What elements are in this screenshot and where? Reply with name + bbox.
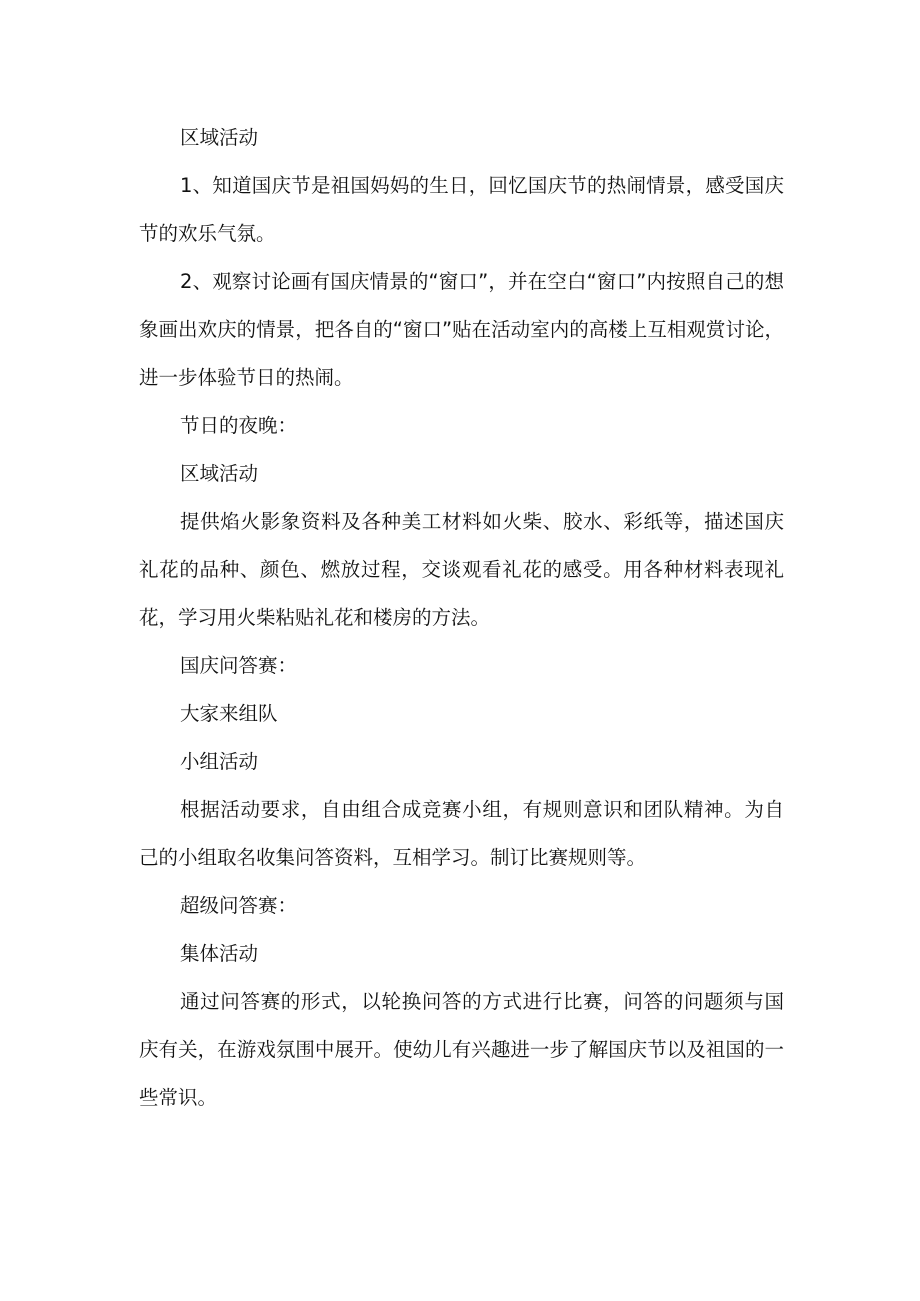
- section-heading: 大家来组队: [180, 702, 278, 725]
- document-body: [139, 114, 784, 1122]
- section-heading: 集体活动: [180, 942, 259, 965]
- paragraph: 通过问答赛的形式，以轮换问答的方式进行比赛，问答的问题须与国庆有关，在游戏氛围中展开。使幼儿有兴趣进一步了解国庆节以及祖国的一些常识。: [139, 990, 784, 1109]
- section-heading: 区域活动: [180, 462, 259, 485]
- paragraph: 根据活动要求，自由组合成竞赛小组，有规则意识和团队精神。为自己的小组取名收集问答资料，互相学习。制订比赛规则等。: [139, 798, 784, 869]
- section-heading: 国庆问答赛：: [180, 654, 298, 677]
- section-heading: 小组活动: [180, 750, 259, 773]
- paragraph: 1、知道国庆节是祖国妈妈的生日，回忆国庆节的热闹情景，感受国庆节的欢乐气氛。: [139, 174, 784, 245]
- section-heading: 区域活动: [180, 126, 259, 149]
- paragraph: 提供焰火影象资料及各种美工材料如火柴、胶水、彩纸等，描述国庆礼花的品种、颜色、燃放过程，交谈观看礼花的感受。用各种材料表现礼花，学习用火柴粘贴礼花和楼房的方法。: [139, 510, 784, 629]
- section-heading: 超级问答赛：: [180, 894, 298, 917]
- paragraph: 2、观察讨论画有国庆情景的“窗口”，并在空白“窗口”内按照自己的想象画出欢庆的情景，把各自的“窗口”贴在活动室内的高楼上互相观赏讨论，进一步体验节日的热闹。: [139, 270, 784, 389]
- section-heading: 节日的夜晚：: [180, 414, 298, 437]
